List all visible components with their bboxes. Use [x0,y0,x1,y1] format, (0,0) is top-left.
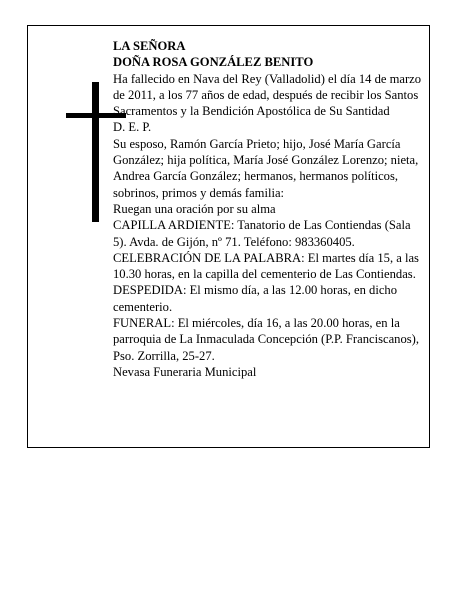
notice-paragraph-funeral-home: Nevasa Funeraria Municipal [113,364,257,379]
notice-paragraph-prayer: Ruegan una oración por su alma [113,201,276,216]
cross-vertical-bar [92,82,99,222]
notice-text [113,38,425,380]
notice-paragraph-funeral: FUNERAL: El miércoles, día 16, a las 20.00 horas, en la parroquia de La Inmaculada Concepción (P.P. Franciscanos), Pso. Zorrilla, 25-27. [113,316,419,363]
notice-paragraph-family: Su esposo, Ramón García Prieto; hijo, José María García González; hija política, María José González Lorenzo; nieta, Andrea García González; hermanos, hermanos políticos, sobrinos, primos y demás familia: [113,136,419,200]
notice-heading-name: DOÑA ROSA GONZÁLEZ BENITO [113,55,314,70]
notice-paragraph-farewell: DESPEDIDA: El mismo día, a las 12.00 horas, en dicho cementerio. [113,283,398,314]
notice-paragraph-dep: D. E. P. [113,120,152,135]
notice-paragraph-celebration: CELEBRACIÓN DE LA PALABRA: El martes día 15, a las 10.30 horas, en la capilla del cementerio de Las Contiendas. [113,250,419,282]
notice-heading-title: LA SEÑORA [113,39,186,53]
notice-paragraph-death: Ha fallecido en Nava del Rey (Valladolid) el día 14 de marzo de 2011, a los 77 años de edad, después de recibir los Santos Sacramentos y la Bendición Apostólica de Su Santidad [113,71,422,119]
notice-paragraph-chapel: CAPILLA ARDIENTE: Tanatorio de Las Contiendas (Sala 5). Avda. de Gijón, nº 71. Teléfono: 983360405. [113,218,411,249]
